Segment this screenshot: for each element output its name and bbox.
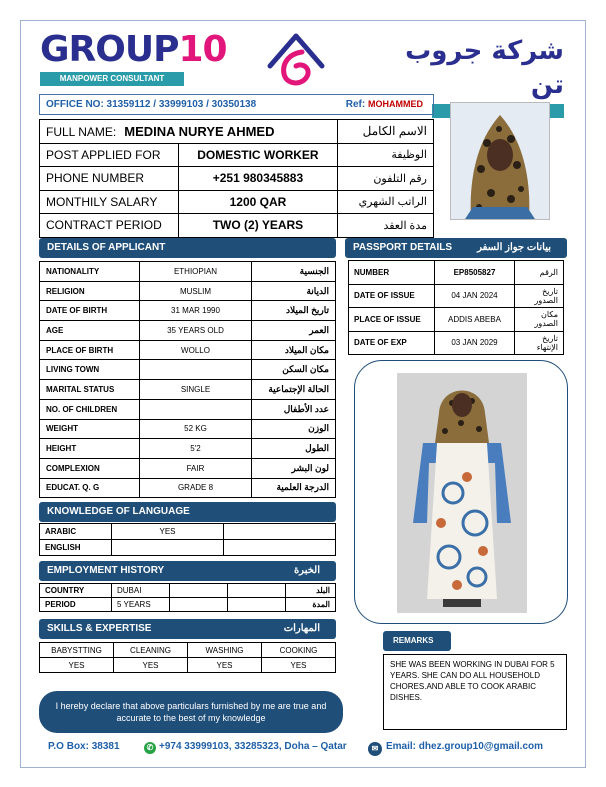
logo-main-text: GROUP (40, 29, 179, 70)
detail-label: NO. OF CHILDREN (40, 399, 140, 419)
detail-arabic: الجنسية (252, 262, 336, 282)
language-english-value (112, 540, 224, 556)
details-table (39, 261, 336, 498)
detail-label: WEIGHT (40, 419, 140, 439)
full-name-label: FULL NAME: (46, 124, 117, 139)
passport-label: PLACE OF ISSUE (349, 308, 435, 332)
logo-subtitle: MANPOWER CONSULTANT (40, 72, 184, 86)
detail-label: COMPLEXION (40, 458, 140, 478)
post-arabic: الوظيفة (338, 143, 434, 167)
detail-label: DATE OF BIRTH (40, 301, 140, 321)
detail-arabic: مكان السكن (252, 360, 336, 380)
passport-value: ADDIS ABEBA (435, 308, 515, 332)
reference (346, 95, 423, 114)
detail-value: 31 MAR 1990 (140, 301, 252, 321)
detail-arabic: الطول (252, 439, 336, 459)
detail-arabic: الدرجة العلمية (252, 478, 336, 498)
salary-value: 1200 QAR (178, 190, 338, 214)
country-label: COUNTRY (40, 584, 112, 598)
table-row (349, 331, 564, 355)
detail-value (140, 399, 252, 419)
passport-title-arabic: بيانات جواز السفر (477, 242, 551, 253)
skills-title: SKILLS & EXPERTISE (47, 623, 152, 634)
email-icon: ✉ (368, 742, 382, 756)
details-header (39, 238, 336, 258)
detail-value: MUSLIM (140, 281, 252, 301)
detail-arabic: العمر (252, 321, 336, 341)
table-row (40, 380, 336, 400)
phone-value: +251 980345883 (178, 167, 338, 191)
passport-label: DATE OF ISSUE (349, 284, 435, 308)
employment-title: EMPLOYMENT HISTORY (47, 565, 165, 576)
full-name-arabic: الاسم الكامل (338, 120, 434, 144)
language-empty-cell (224, 524, 336, 540)
emblem-logo-icon (262, 30, 330, 90)
passport-value: 03 JAN 2029 (435, 331, 515, 355)
country-value: DUBAI (112, 584, 170, 598)
language-english-label: ENGLISH (40, 540, 112, 556)
detail-arabic: لون البشر (252, 458, 336, 478)
footer (48, 741, 568, 757)
phone-arabic: رقم التلفون (338, 167, 434, 191)
detail-label: MARITAL STATUS (40, 380, 140, 400)
language-header (39, 502, 336, 522)
full-name-value: MEDINA NURYE AHMED (124, 123, 275, 139)
table-row (40, 439, 336, 459)
skills-table (39, 642, 336, 673)
passport-arabic: الرقم (515, 261, 564, 285)
employment-empty-cell (228, 598, 286, 612)
footer-email-text: Email: dhez.group10@gmail.com (386, 741, 544, 752)
whatsapp-icon: ✆ (144, 742, 156, 754)
contract-value: TWO (2) YEARS (178, 214, 338, 238)
detail-label: NATIONALITY (40, 262, 140, 282)
detail-value: 35 YEARS OLD (140, 321, 252, 341)
table-row (40, 143, 434, 167)
detail-label: RELIGION (40, 281, 140, 301)
table-row (40, 658, 336, 673)
detail-arabic: مكان الميلاد (252, 340, 336, 360)
skill-babysitting-value: YES (40, 658, 114, 673)
skills-header (39, 619, 336, 639)
detail-arabic: عدد الأطفال (252, 399, 336, 419)
passport-label: NUMBER (349, 261, 435, 285)
language-empty-cell (224, 540, 336, 556)
table-row (40, 167, 434, 191)
declaration-banner: I hereby declare that above particulars furnished by me are true and accurate to the best of my knowledge (39, 691, 343, 733)
detail-value (140, 360, 252, 380)
employment-table (39, 583, 336, 612)
country-arabic: البلد (286, 584, 336, 598)
table-row (40, 340, 336, 360)
table-row (349, 284, 564, 308)
detail-label: PLACE OF BIRTH (40, 340, 140, 360)
table-row (40, 321, 336, 341)
applicant-portrait-photo (450, 102, 550, 220)
table-row (40, 540, 336, 556)
passport-arabic: تاريخ الصدور (515, 284, 564, 308)
table-row (40, 262, 336, 282)
detail-label: AGE (40, 321, 140, 341)
post-label: POST APPLIED FOR (40, 143, 179, 167)
table-row (40, 598, 336, 612)
employment-empty-cell (228, 584, 286, 598)
details-title: DETAILS OF APPLICANT (47, 242, 166, 253)
remarks-header: REMARKS (383, 631, 451, 651)
detail-label: LIVING TOWN (40, 360, 140, 380)
table-row (40, 643, 336, 658)
table-row (349, 308, 564, 332)
footer-email (368, 741, 543, 756)
table-row (40, 301, 336, 321)
table-row (40, 399, 336, 419)
skill-cleaning: CLEANING (114, 643, 188, 658)
phone-label: PHONE NUMBER (40, 167, 179, 191)
skill-cooking-value: YES (262, 658, 336, 673)
detail-value: GRADE 8 (140, 478, 252, 498)
period-label: PERIOD (40, 598, 112, 612)
logo-number: 10 (178, 29, 227, 70)
passport-table (348, 260, 564, 355)
detail-arabic: الوزن (252, 419, 336, 439)
period-arabic: المدة (286, 598, 336, 612)
detail-label: HEIGHT (40, 439, 140, 459)
detail-arabic: الديانة (252, 281, 336, 301)
office-bar (39, 94, 434, 115)
table-row (40, 360, 336, 380)
ref-value: MOHAMMED (368, 99, 423, 109)
passport-arabic: مكان الصدور (515, 308, 564, 332)
table-row (40, 190, 434, 214)
contract-label: CONTRACT PERIOD (40, 214, 179, 238)
full-name-cell (40, 120, 338, 144)
footer-phones-text: +974 33999103, 33285323, Doha – Qatar (159, 741, 347, 752)
table-row (40, 584, 336, 598)
table-row (40, 419, 336, 439)
table-row (349, 261, 564, 285)
table-row (40, 478, 336, 498)
skill-cooking: COOKING (262, 643, 336, 658)
arabic-logo-text: شركة جروب تن (405, 36, 564, 100)
detail-value: ETHIOPIAN (140, 262, 252, 282)
detail-value: 52 KG (140, 419, 252, 439)
passport-arabic: تاريخ الإنتهاء (515, 331, 564, 355)
table-row (40, 214, 434, 238)
salary-arabic: الراتب الشهري (338, 190, 434, 214)
passport-title: PASSPORT DETAILS (353, 242, 453, 253)
table-row (40, 281, 336, 301)
skill-cleaning-value: YES (114, 658, 188, 673)
table-row (40, 524, 336, 540)
employment-empty-cell (170, 598, 228, 612)
language-arabic-label: ARABIC (40, 524, 112, 540)
skill-washing-value: YES (188, 658, 262, 673)
language-arabic-value: YES (112, 524, 224, 540)
employment-empty-cell (170, 584, 228, 598)
office-numbers: OFFICE NO: 31359112 / 33999103 / 30350138 (46, 99, 257, 110)
full-photo-image (397, 373, 527, 613)
table-row (40, 458, 336, 478)
detail-value: 5'2 (140, 439, 252, 459)
skill-washing: WASHING (188, 643, 262, 658)
remarks-text: SHE WAS BEEN WORKING IN DUBAI FOR 5 YEARS. SHE CAN DO ALL HOUSEHOLD CHORES.AND ABLE TO COOK ARABIC DISHES. (383, 654, 567, 730)
passport-value: 04 JAN 2024 (435, 284, 515, 308)
detail-value: FAIR (140, 458, 252, 478)
passport-label: DATE OF EXP (349, 331, 435, 355)
detail-value: WOLLO (140, 340, 252, 360)
passport-value: EP8505827 (435, 261, 515, 285)
salary-label: MONTHILY SALARY (40, 190, 179, 214)
footer-phones (144, 741, 347, 754)
applicant-full-photo (354, 360, 568, 624)
post-value: DOMESTIC WORKER (178, 143, 338, 167)
main-info-table (39, 119, 434, 238)
group10-logo (40, 29, 227, 86)
language-table (39, 523, 336, 556)
skills-title-arabic: المهارات (283, 623, 320, 634)
skill-babysitting: BABYSTTING (40, 643, 114, 658)
passport-header (345, 238, 567, 258)
table-row (40, 120, 434, 144)
language-title: KNOWLEDGE OF LANGUAGE (47, 506, 190, 517)
period-value: 5 YEARS (112, 598, 170, 612)
detail-value: SINGLE (140, 380, 252, 400)
employment-title-arabic: الخبرة (293, 565, 320, 576)
contract-arabic: مدة العقد (338, 214, 434, 238)
ref-label: Ref: (345, 99, 366, 110)
po-box: P.O Box: 38381 (48, 741, 120, 752)
detail-arabic: الحالة الإجتماعية (252, 380, 336, 400)
detail-label: EDUCAT. Q. G (40, 478, 140, 498)
detail-arabic: تاريخ الميلاد (252, 301, 336, 321)
employment-header (39, 561, 336, 581)
